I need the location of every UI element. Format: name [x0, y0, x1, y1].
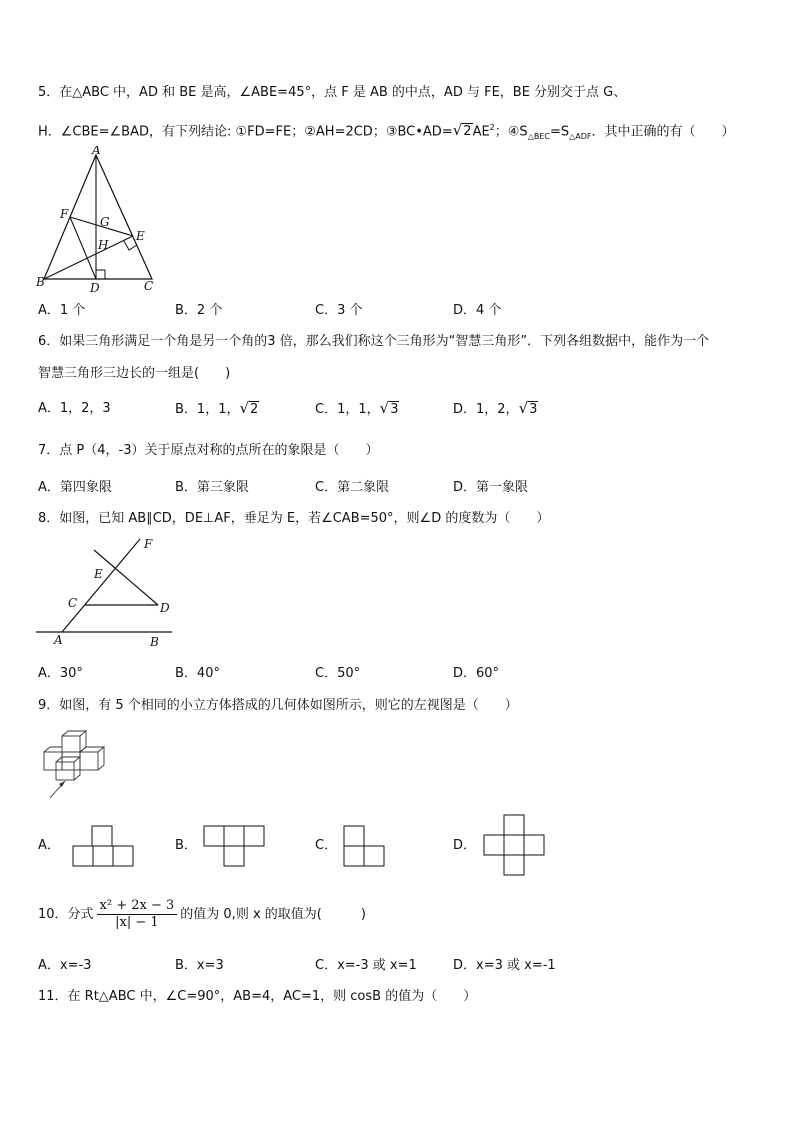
q5-stem-line1: 5．在△ABC 中，AD 和 BE 是高，∠ABE=45°，点 F 是 AB 的中点，AD 与 FE，BE 分别交于点 G、: [38, 85, 627, 100]
sqrt-expression: √ 2: [452, 121, 472, 140]
label-F: F: [60, 207, 69, 221]
label-B: B: [150, 635, 159, 649]
label-C: C: [144, 279, 154, 293]
q6-option-c[interactable]: C．1，1， √ 3: [315, 399, 399, 417]
label-A: A: [54, 633, 63, 647]
q9-option-a[interactable]: A．: [38, 838, 60, 853]
q7-option-b[interactable]: B．第三象限: [175, 480, 249, 495]
q5-option-c[interactable]: C．3 个: [315, 303, 363, 318]
label-E: E: [94, 567, 103, 581]
q6-option-d[interactable]: D．1，2， √ 3: [453, 399, 538, 417]
q8-option-c[interactable]: C．50°: [315, 666, 361, 681]
q5-option-d[interactable]: D．4 个: [453, 303, 502, 318]
q9-stem: 9．如图，有 5 个相同的小立方体搭成的几何体如图所示，则它的左视图是（ ）: [38, 698, 518, 713]
q9-cube-stack-figure: [38, 728, 110, 804]
label-H: H: [98, 238, 109, 252]
q10-option-a[interactable]: A．x=-3: [38, 958, 92, 973]
q10-option-d[interactable]: D．x=3 或 x=-1: [453, 958, 556, 973]
q8-stem: 8．如图，已知 AB∥CD，DE⊥AF，垂足为 E，若∠CAB=50°，则∠D 的度数为（ ）: [38, 511, 550, 526]
q8-option-a[interactable]: A．30°: [38, 666, 83, 681]
q9-option-a-shape[interactable]: [72, 825, 134, 871]
q5-stem-line2: H．∠CBE=∠BAD，有下列结论: ①FD=FE；②AH=2CD；③BC•AD= √ 2 $AE^2$；$④S_{\triangle BEC}=S_{\triangle ADF}$．其中正确的有（ ）: [38, 121, 735, 141]
q9-option-d-shape[interactable]: [483, 814, 545, 880]
q5-option-a[interactable]: A．1 个: [38, 303, 86, 318]
q6-stem-line1: 6．如果三角形满足一个角是另一个角的3 倍，那么我们称这个三角形为“智慧三角形”．下列各组数据中，能作为一个: [38, 334, 710, 349]
q7-stem: 7．点 P（4，-3）关于原点对称的点所在的象限是（ ）: [38, 443, 379, 458]
label-G: G: [100, 215, 110, 229]
q10-option-b[interactable]: B．x=3: [175, 958, 224, 973]
q9-option-b[interactable]: B．: [175, 838, 197, 853]
label-D: D: [90, 281, 100, 294]
q9-option-b-shape[interactable]: [203, 825, 265, 871]
q6-option-a[interactable]: A．1，2，3: [38, 401, 111, 416]
q5-triangle-figure: [34, 146, 164, 298]
q10-option-c[interactable]: C．x=-3 或 x=1: [315, 958, 417, 973]
label-D: D: [160, 601, 170, 615]
q9-option-c[interactable]: C．: [315, 838, 338, 853]
q10-stem: 10．分式 $\frac{\text{x² + 2x − 3}}{|x| - 1}$ 的值为 0,则 x 的取值为( ): [38, 898, 366, 930]
label-E: E: [136, 229, 145, 243]
label-A: A: [92, 146, 101, 157]
label-F: F: [144, 537, 153, 551]
q6-stem-line2: 智慧三角形三边长的一组是( ): [38, 366, 231, 381]
q11-stem: 11．在 Rt△ABC 中，∠C=90°，AB=4，AC=1，则 cosB 的值为（ ）: [38, 989, 477, 1004]
q7-option-a[interactable]: A．第四象限: [38, 480, 112, 495]
q8-option-d[interactable]: D．60°: [453, 666, 500, 681]
q5-option-b[interactable]: B．2 个: [175, 303, 223, 318]
q8-option-b[interactable]: B．40°: [175, 666, 220, 681]
fraction: $\frac{\text{x² + 2x − 3}}{|x| - 1}$: [97, 898, 178, 931]
label-C: C: [68, 596, 78, 610]
q8-parallel-lines-figure: [36, 534, 176, 656]
q9-option-c-shape[interactable]: [343, 825, 385, 871]
q9-option-d[interactable]: D．: [453, 838, 477, 853]
label-B: B: [36, 275, 45, 289]
q7-option-c[interactable]: C．第二象限: [315, 480, 390, 495]
q6-option-b[interactable]: B．1，1， √ 2: [175, 399, 259, 417]
q7-option-d[interactable]: D．第一象限: [453, 480, 529, 495]
